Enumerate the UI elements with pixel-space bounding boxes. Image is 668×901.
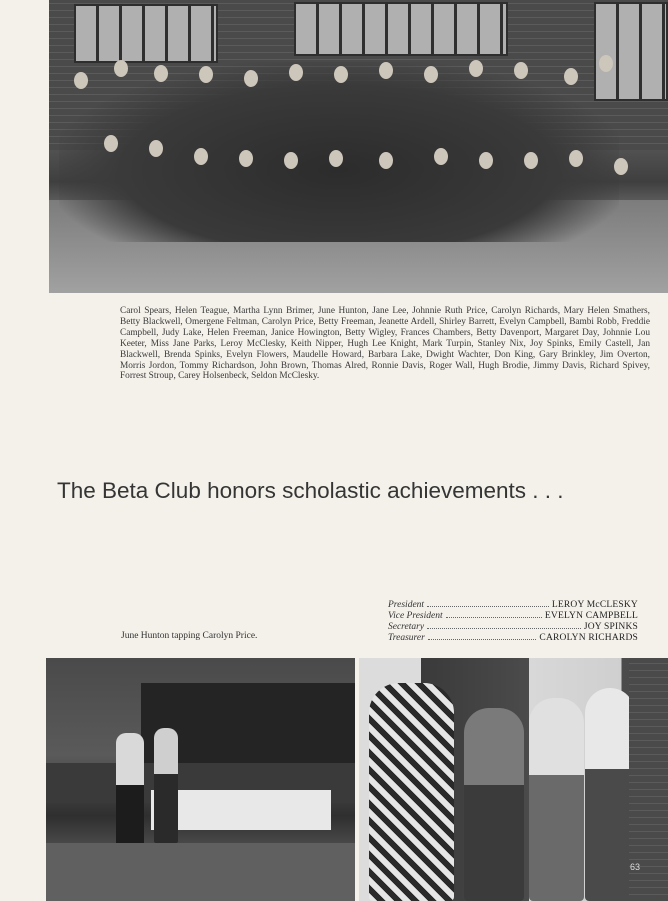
officer-row-president (388, 600, 638, 611)
officers-list (388, 600, 638, 644)
student-figure (116, 733, 144, 848)
student-figure (529, 698, 584, 901)
student-figure (464, 708, 524, 901)
face (479, 152, 493, 169)
face (104, 135, 118, 152)
face (379, 62, 393, 79)
face (149, 140, 163, 157)
face (244, 70, 258, 87)
face (614, 158, 628, 175)
dot-leader (428, 639, 537, 640)
table (151, 790, 331, 830)
window (294, 2, 508, 56)
dot-leader (446, 617, 542, 618)
officer-role: Secretary (388, 622, 425, 632)
face (199, 66, 213, 83)
face (524, 152, 538, 169)
page-number: 63 (630, 862, 641, 872)
tapping-photo (359, 658, 668, 901)
face (74, 72, 88, 89)
officer-name: EVELYN CAMPBELL (544, 611, 638, 621)
dot-leader (427, 606, 549, 607)
window (74, 4, 218, 63)
face (434, 148, 448, 165)
face (334, 66, 348, 83)
floor (46, 843, 355, 901)
face (379, 152, 393, 169)
officer-row-treasurer (388, 633, 638, 644)
group-photo (49, 0, 668, 293)
face (564, 68, 578, 85)
face (569, 150, 583, 167)
face (284, 152, 298, 169)
ceremony-photo (46, 658, 355, 901)
officer-row-vice-president (388, 611, 638, 622)
officer-row-secretary (388, 622, 638, 633)
student-figure (154, 728, 178, 843)
officer-name: CAROLYN RICHARDS (539, 633, 638, 643)
officer-role: Vice President (388, 611, 443, 621)
student-figure (585, 688, 635, 901)
student-figure (369, 683, 454, 901)
face (239, 150, 253, 167)
face (329, 150, 343, 167)
face (469, 60, 483, 77)
face (114, 60, 128, 77)
headline: The Beta Club honors scholastic achievements . . . (57, 478, 564, 503)
officer-name: JOY SPINKS (583, 622, 638, 632)
officer-role: President (388, 600, 425, 610)
dot-leader (427, 628, 581, 629)
officer-name: LEROY McCLESKY (551, 600, 638, 610)
face (289, 64, 303, 81)
photo-caption: June Hunton tapping Carolyn Price. (121, 631, 258, 641)
face (514, 62, 528, 79)
face (599, 55, 613, 72)
face (154, 65, 168, 82)
names-caption: Carol Spears, Helen Teague, Martha Lynn Brimer, June Hunton, Jane Lee, Johnnie Ruth Price, Carolyn Richards, Mary Helen Smathers, Betty Blackwell, Omergene Feltman, Carolyn Price, Betty Freeman, Jeanette Ardell, Shirley Barrett, Evelyn Campbell, Bambi Robb, Freddie Campbell, Judy Lake, Helen Freeman, Janice Howington, Betty Wigley, Frances Chambers, Betty Davenport, Margaret Day, Johnnie Lou Keeter, Miss Jane Parks, Leroy McClesky, Keith Nipper, Hugh Lee Knight, Mark Turpin, Stanley Nix, Joy Spinks, Emily Castell, Jan Blackwell, Brenda Spinks, Evelyn Flowers, Maudelle Howard, Barbara Lake, Dwight Wachter, Don King, Gary Brinkley, Jim Overton, Morris Jordon, Tommy Richardson, John Brown, Thomas Alred, Ronnie Davis, Roger Wall, Hugh Brodie, Jimmy Davis, Richard Spivey, Forrest Stroup, Carey Holsenbeck, Seldon McClesky. (120, 306, 650, 382)
officer-role: Treasurer (388, 633, 425, 643)
face (194, 148, 208, 165)
face (424, 66, 438, 83)
